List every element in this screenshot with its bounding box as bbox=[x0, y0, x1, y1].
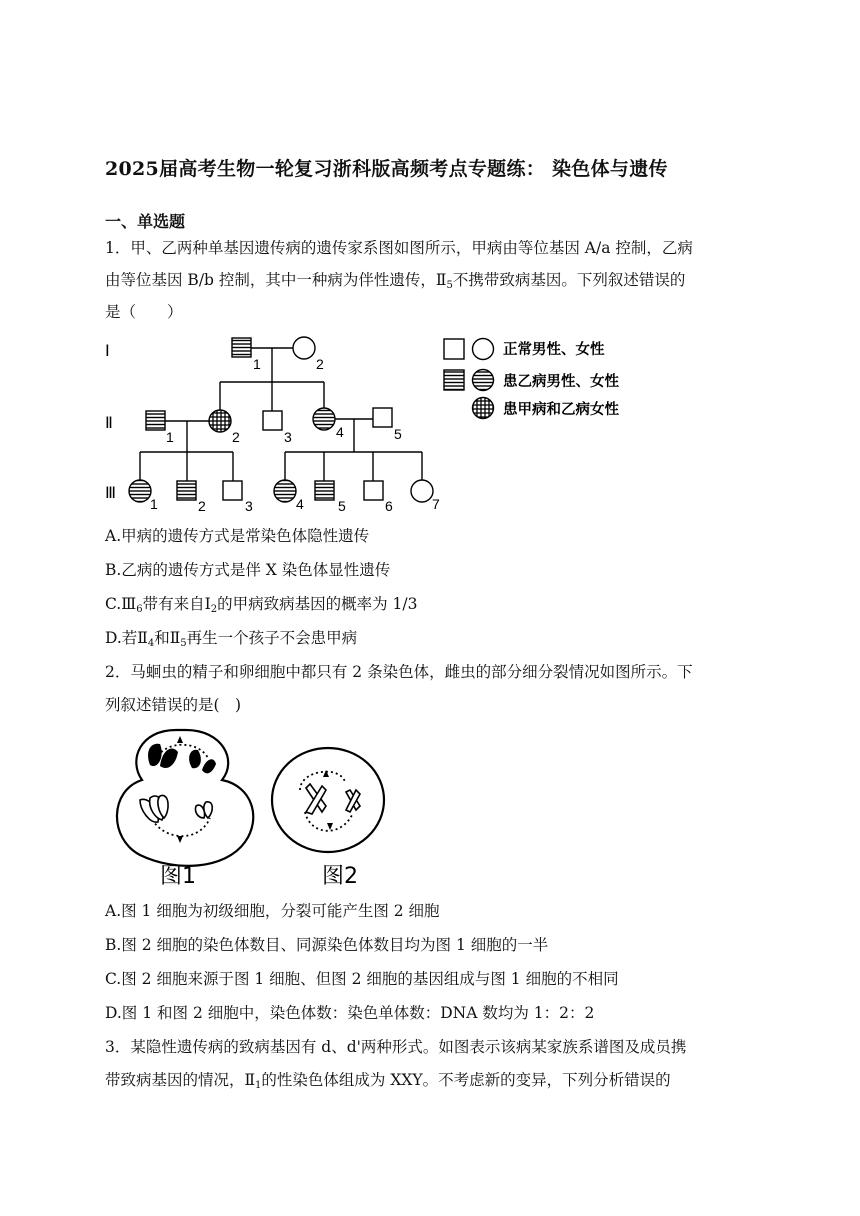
fig1-label: 图1 bbox=[160, 864, 196, 889]
q2-stem-line1: 2．马蛔虫的精子和卵细胞中都只有 2 条染色体，雌虫的部分细分裂情况如图所示。下 bbox=[105, 663, 693, 681]
pedigree-num: 6 bbox=[385, 498, 393, 514]
pedigree-gen-II-label: Ⅱ bbox=[105, 415, 113, 432]
pedigree-num: 4 bbox=[336, 424, 344, 440]
fig1-cell-outline bbox=[117, 730, 253, 866]
q2-option-b: B.图 2 细胞的染色体数目、同源染色体数目均为图 1 细胞的一半 bbox=[105, 936, 549, 954]
q1-option-b: B.乙病的遗传方式是伴 X 染色体显性遗传 bbox=[105, 561, 391, 579]
pedigree-gen-III-label: Ⅲ bbox=[105, 485, 117, 502]
q2-option-a: A.图 1 细胞为初级细胞，分裂可能产生图 2 细胞 bbox=[105, 902, 440, 920]
pedigree-num: 1 bbox=[253, 356, 261, 372]
pedigree-gen-I-label: Ⅰ bbox=[105, 343, 110, 360]
pedigree-num: 2 bbox=[232, 429, 240, 445]
page-title: 2025届高考生物一轮复习浙科版高频考点专题练： 染色体与遗传 bbox=[105, 158, 668, 180]
pedigree-num: 1 bbox=[166, 429, 174, 445]
pedigree-num: 4 bbox=[296, 496, 304, 512]
q1-option-c: $C.Ⅲ_6$带有来自$Ⅰ_2$的甲病致病基因的概率为 1/3 bbox=[105, 595, 418, 615]
pedigree-num: 2 bbox=[198, 498, 206, 514]
q1-option-d: D.若$Ⅱ_4$和$Ⅱ_5$再生一个孩子不会患甲病 bbox=[105, 629, 358, 649]
section-heading: 一、单选题 bbox=[105, 212, 186, 231]
pedigree-num: 3 bbox=[284, 429, 292, 445]
legend-label-normal: 正常男性、女性 bbox=[503, 341, 605, 358]
q1-stem-line3: 是（ ） bbox=[105, 303, 183, 321]
q1-option-a: A.甲病的遗传方式是常染色体隐性遗传 bbox=[105, 527, 370, 545]
q2-option-c: C.图 2 细胞来源于图 1 细胞、但图 2 细胞的基因组成与图 1 细胞的不相同 bbox=[105, 970, 619, 988]
q2-option-d: D.图 1 和图 2 细胞中，染色体数：染色单体数：DNA 数均为 1：2：2 bbox=[105, 1004, 595, 1022]
pedigree-num: 2 bbox=[316, 356, 324, 372]
legend-label-b: 患乙病男性、女性 bbox=[503, 373, 619, 390]
pedigree-num: 7 bbox=[432, 496, 440, 512]
fig2-label: 图2 bbox=[322, 864, 358, 889]
q3-stem-line1: 3．某隐性遗传病的致病基因有 d、d'两种形式。如图表示该病某家族系谱图及成员携 bbox=[105, 1038, 687, 1056]
q2-stem-line2: 列叙述错误的是( ) bbox=[105, 696, 242, 714]
q3-stem-line2: 带致病基因的情况，$Ⅱ_1$的性染色体组成为 XXY。不考虑新的变异，下列分析错误的 bbox=[105, 1071, 671, 1091]
pedigree-num: 5 bbox=[338, 498, 346, 514]
q1-stem-line1: 1．甲、乙两种单基因遗传病的遗传家系图如图所示，甲病由等位基因 A/a 控制，乙病 bbox=[105, 239, 693, 257]
pedigree-num: 3 bbox=[245, 498, 253, 514]
q1-stem-line2: 由等位基因 B/b 控制，其中一种病为伴性遗传，$Ⅱ_5$不携带致病基因。下列叙述错误的 bbox=[105, 271, 686, 291]
legend-label-ab: 患甲病和乙病女性 bbox=[503, 401, 619, 418]
fig2-cell-outline bbox=[272, 748, 384, 852]
pedigree-num: 5 bbox=[394, 426, 402, 442]
pedigree-num: 1 bbox=[150, 496, 158, 512]
